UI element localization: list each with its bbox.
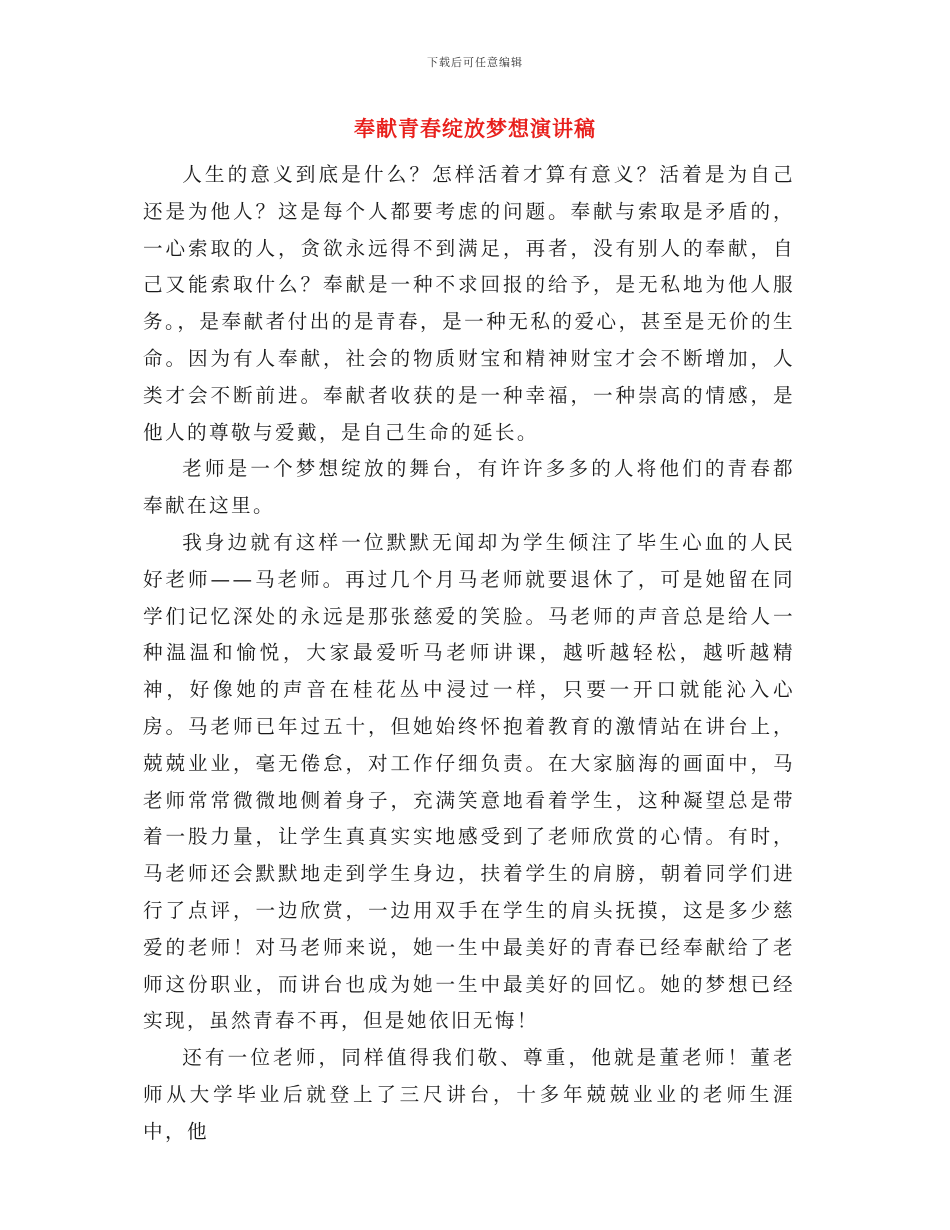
paragraph-1: 人生的意义到底是什么？怎样活着才算有意义？活着是为自己还是为他人？这是每个人都要考虑的问题。奉献与索取是矛盾的，一心索取的人，贪欲永远得不到满足，再者，没有别人的奉献，自己又能索取什么？奉献是一种不求回报的给予，是无私地为他人服务。，是奉献者付出的是青春，是一种无私的爱心，甚至是无价的生命。因为有人奉献，社会的物质财宝和精神财宝才会不断增加，人类才会不断前进。奉献者收获的是一种幸福，一种崇高的情感，是他人的尊敬与爱戴，是自己生命的延长。 — [143, 163, 795, 444]
paragraph-3: 我身边就有这样一位默默无闻却为学生倾注了毕生心血的人民好老师——马老师。再过几个月马老师就要退休了，可是她留在同学们记忆深处的永远是那张慈爱的笑脸。马老师的声音总是给人一种温温和愉悦，大家最爱听马老师讲课，越听越轻松，越听越精神，好像她的声音在桂花丛中浸过一样，只要一开口就能沁入心房。马老师已年过五十，但她始终怀抱着教育的激情站在讲台上，兢兢业业，毫无倦怠，对工作仔细负责。在大家脑海的画面中，马老师常常微微地侧着身子，充满笑意地看着学生，这种凝望总是带着一股力量，让学生真真实实地感受到了老师欣赏的心情。有时，马老师还会默默地走到学生身边，扶着学生的肩膀，朝着同学们进行了点评，一边欣赏，一边用双手在学生的肩头抚摸，这是多少慈爱的老师！对马老师来说，她一生中最美好的青春已经奉献给了老师这份职业，而讲台也成为她一生中最美好的回忆。她的梦想已经实现，虽然青春不再，但是她依旧无悔！ — [143, 530, 795, 1033]
document-body — [143, 157, 795, 1151]
paragraph-2: 老师是一个梦想绽放的舞台，有许许多多的人将他们的青春都奉献在这里。 — [143, 457, 795, 518]
document-title: 奉献青春绽放梦想演讲稿 — [354, 116, 596, 141]
paragraph-4: 还有一位老师，同样值得我们敬、尊重，他就是董老师！董老师从大学毕业后就登上了三尺讲台，十多年兢兢业业的老师生涯中，他 — [143, 1046, 795, 1143]
page-header-note: 下载后可任意编辑 — [427, 56, 523, 69]
